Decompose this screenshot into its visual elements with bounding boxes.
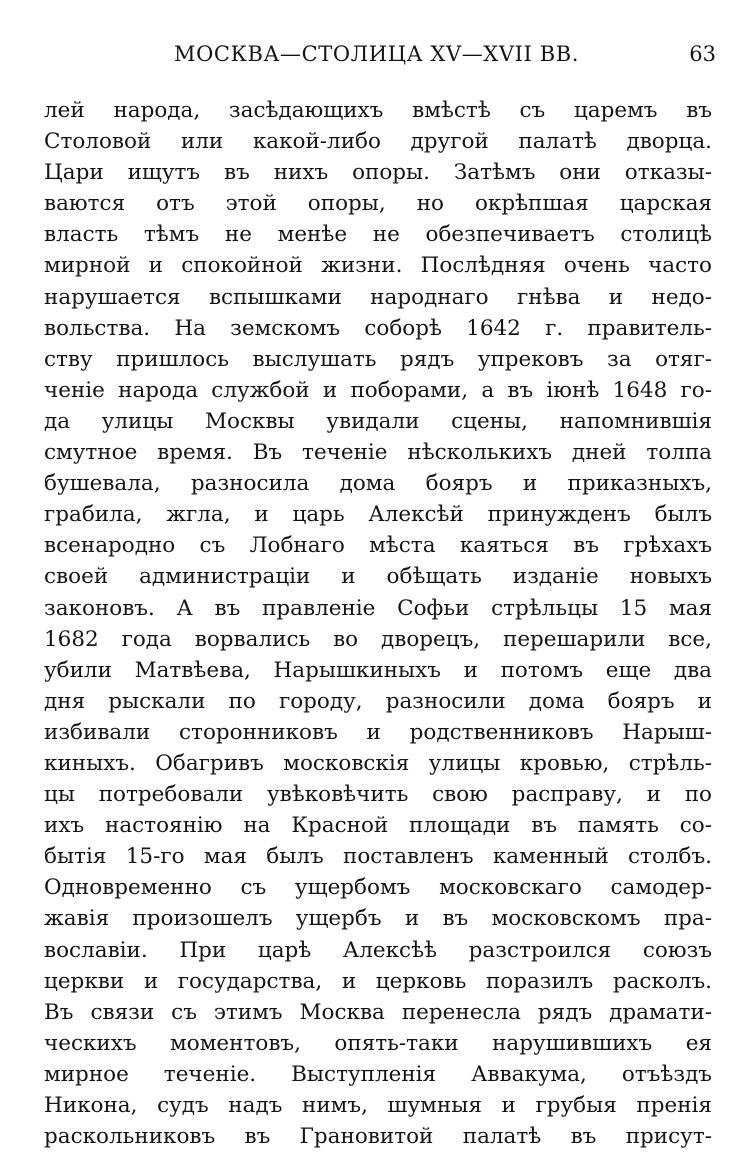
text-line-6: мирной и спокойной жизни. Послѣдняя очень часто (44, 253, 712, 279)
running-title: МОСКВА—СТОЛИЦА XV—XVII ВВ. (174, 42, 580, 66)
text-line-11: да улицы Москвы увидали сцены, напомнившія (44, 408, 712, 434)
text-line-15: всенародно съ Лобнаго мѣста каяться въ грѣхахъ (44, 533, 712, 559)
text-line-7: нарушается вспышками народнаго гнѣва и недо- (44, 284, 712, 310)
text-line-27: жавія произошелъ ущербъ и въ московскомъ пра- (44, 906, 712, 932)
text-line-33: Никона, судъ надъ нимъ, шумныя и грубыя пренія (44, 1093, 712, 1118)
text-line-4: ваются отъ этой опоры, но окрѣпшая царская (44, 191, 712, 217)
text-line-10: ченіе народа службой и поборами, а въ іюнѣ 1648 го- (44, 377, 712, 403)
text-line-23: цы потребовали увѣковѣчить свою расправу, и по (44, 782, 712, 808)
text-line-24: ихъ настоянію на Красной площади въ память со- (44, 813, 712, 839)
text-line-20: дня рыскали по городу, разносили дома бояръ и (44, 688, 712, 714)
text-line-9: ству пришлось выслушать рядъ упрековъ за отяг- (44, 346, 712, 372)
text-line-19: убили Матвѣева, Нарышкиныхъ и потомъ еще два (44, 657, 712, 683)
text-line-14: грабила, жгла, и царь Алексѣй принужденъ былъ (44, 502, 712, 528)
body-text (44, 95, 712, 1150)
text-line-1: лей народа, засѣдающихъ вмѣстѣ съ царемъ въ (44, 98, 712, 123)
text-line-5: власть тѣмъ не менѣе не обезпечиваетъ столицѣ (44, 222, 712, 248)
text-line-32: мирное теченіе. Выступленія Аввакума, отъѣздъ (44, 1061, 712, 1087)
text-line-2: Столовой или какой-либо другой палатѣ дворца. (44, 129, 712, 155)
text-line-25: бытія 15-го мая былъ поставленъ каменный столбъ. (44, 844, 712, 870)
text-line-3: Цари ищутъ въ нихъ опоры. Затѣмъ они отказы- (44, 160, 712, 186)
text-line-16: своей администраціи и обѣщать изданіе новыхъ (44, 564, 712, 590)
text-line-29: церкви и государства, и церковь поразилъ расколъ. (44, 968, 712, 994)
text-line-31: ческихъ моментовъ, опять-таки нарушившихъ ея (44, 1030, 712, 1056)
running-header (40, 42, 720, 72)
text-line-8: вольства. На земскомъ соборѣ 1642 г. правитель- (44, 315, 712, 341)
page-number: 63 (689, 42, 716, 66)
text-line-22: киныхъ. Обагривъ московскія улицы кровью, стрѣль- (44, 750, 712, 776)
text-line-12: смутное время. Въ теченіе нѣсколькихъ дней толпа (44, 440, 712, 466)
text-line-34: раскольниковъ въ Грановитой палатѣ въ присут- (44, 1124, 712, 1150)
text-line-30: Въ связи съ этимъ Москва перенесла рядъ драмати- (44, 999, 712, 1025)
text-line-21: избивали сторонниковъ и родственниковъ Нарыш- (44, 719, 712, 745)
text-line-13: бушевала, разносила дома бояръ и приказныхъ, (44, 471, 712, 497)
text-line-26: Одновременно съ ущербомъ московскаго самодер- (44, 875, 712, 901)
text-line-28: вославіи. При царѣ Алексѣѣ разстроился союзъ (44, 937, 712, 963)
text-line-18: 1682 года ворвались во дворецъ, перешарили все, (44, 626, 712, 652)
text-line-17: законовъ. А въ правленіе Софьи стрѣльцы 15 мая (44, 595, 712, 621)
